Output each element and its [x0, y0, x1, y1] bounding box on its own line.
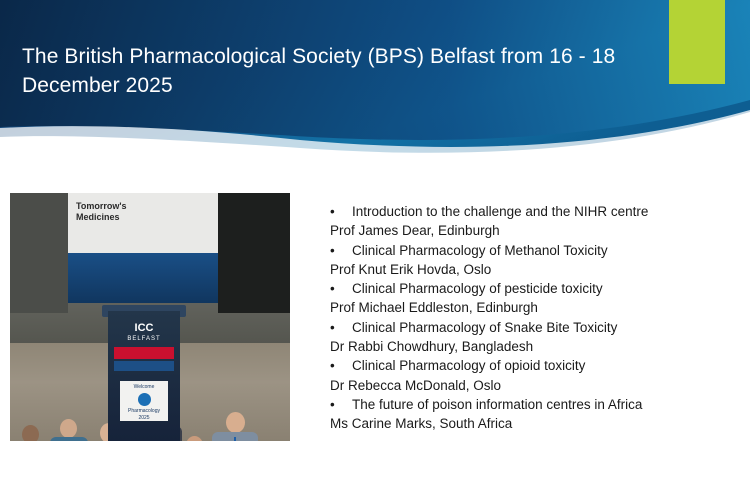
photo-podium-sign-red	[114, 347, 174, 359]
list-item	[330, 279, 730, 318]
bullet-icon: •	[330, 319, 335, 335]
list-item	[330, 241, 730, 280]
photo-content	[10, 193, 290, 441]
programme-item-speaker: Prof James Dear, Edinburgh	[330, 223, 500, 239]
list-item	[330, 356, 730, 395]
programme-item-title: Introduction to the challenge and the NIHR centre	[352, 204, 649, 219]
bullet-icon: •	[330, 242, 335, 258]
bullet-icon: •	[330, 204, 335, 219]
programme-item-title: Clinical Pharmacology of pesticide toxicity	[352, 281, 603, 297]
slide-title: The British Pharmacological Society (BPS) Belfast from 16 - 18 December 2025	[22, 45, 616, 97]
photo-podium-card-line4: 2025	[138, 415, 150, 421]
photo-podium-sign-blue	[114, 361, 174, 371]
green-accent-tab	[669, 0, 725, 84]
photo-podium-card-line1: Welcome	[133, 384, 155, 390]
list-item	[330, 202, 730, 241]
programme-item-title: Clinical Pharmacology of Methanol Toxicity	[352, 242, 608, 258]
photo-banner-heading: Tomorrow's Medicines	[76, 201, 127, 222]
programme-item-speaker: Prof Michael Eddleston, Edinburgh	[330, 300, 538, 316]
list-item	[330, 318, 730, 357]
photo-podium-logo: ICC	[134, 322, 154, 334]
programme-item-speaker: Ms Carine Marks, South Africa	[330, 416, 513, 432]
photo-podium-card-logo-icon	[138, 393, 151, 406]
programme-item-speaker: Prof Knut Erik Hovda, Oslo	[330, 261, 492, 277]
list-item	[330, 395, 730, 434]
photo-podium-welcome-card	[120, 381, 168, 421]
bullet-icon: •	[330, 358, 335, 374]
photo-left-panel	[10, 193, 68, 313]
conference-group-photo	[10, 193, 290, 441]
bullet-icon: •	[330, 396, 335, 412]
programme-item-title: Clinical Pharmacology of opioid toxicity	[352, 358, 586, 374]
slide-header	[0, 0, 750, 160]
programme-item-title: Clinical Pharmacology of Snake Bite Toxicity	[352, 319, 618, 335]
programme-item-speaker: Dr Rabbi Chowdhury, Bangladesh	[330, 339, 534, 355]
photo-podium-logo-sub: BELFAST	[127, 336, 161, 342]
photo-projection-screen	[218, 193, 290, 313]
programme-list	[330, 202, 730, 434]
programme-item-title: The future of poison information centres in Africa	[352, 396, 643, 412]
photo-banner-blue	[68, 253, 218, 303]
programme-item-speaker: Dr Rebecca McDonald, Oslo	[330, 377, 502, 393]
bullet-icon: •	[330, 281, 335, 297]
photo-podium-card-line3: Pharmacology	[128, 408, 160, 414]
